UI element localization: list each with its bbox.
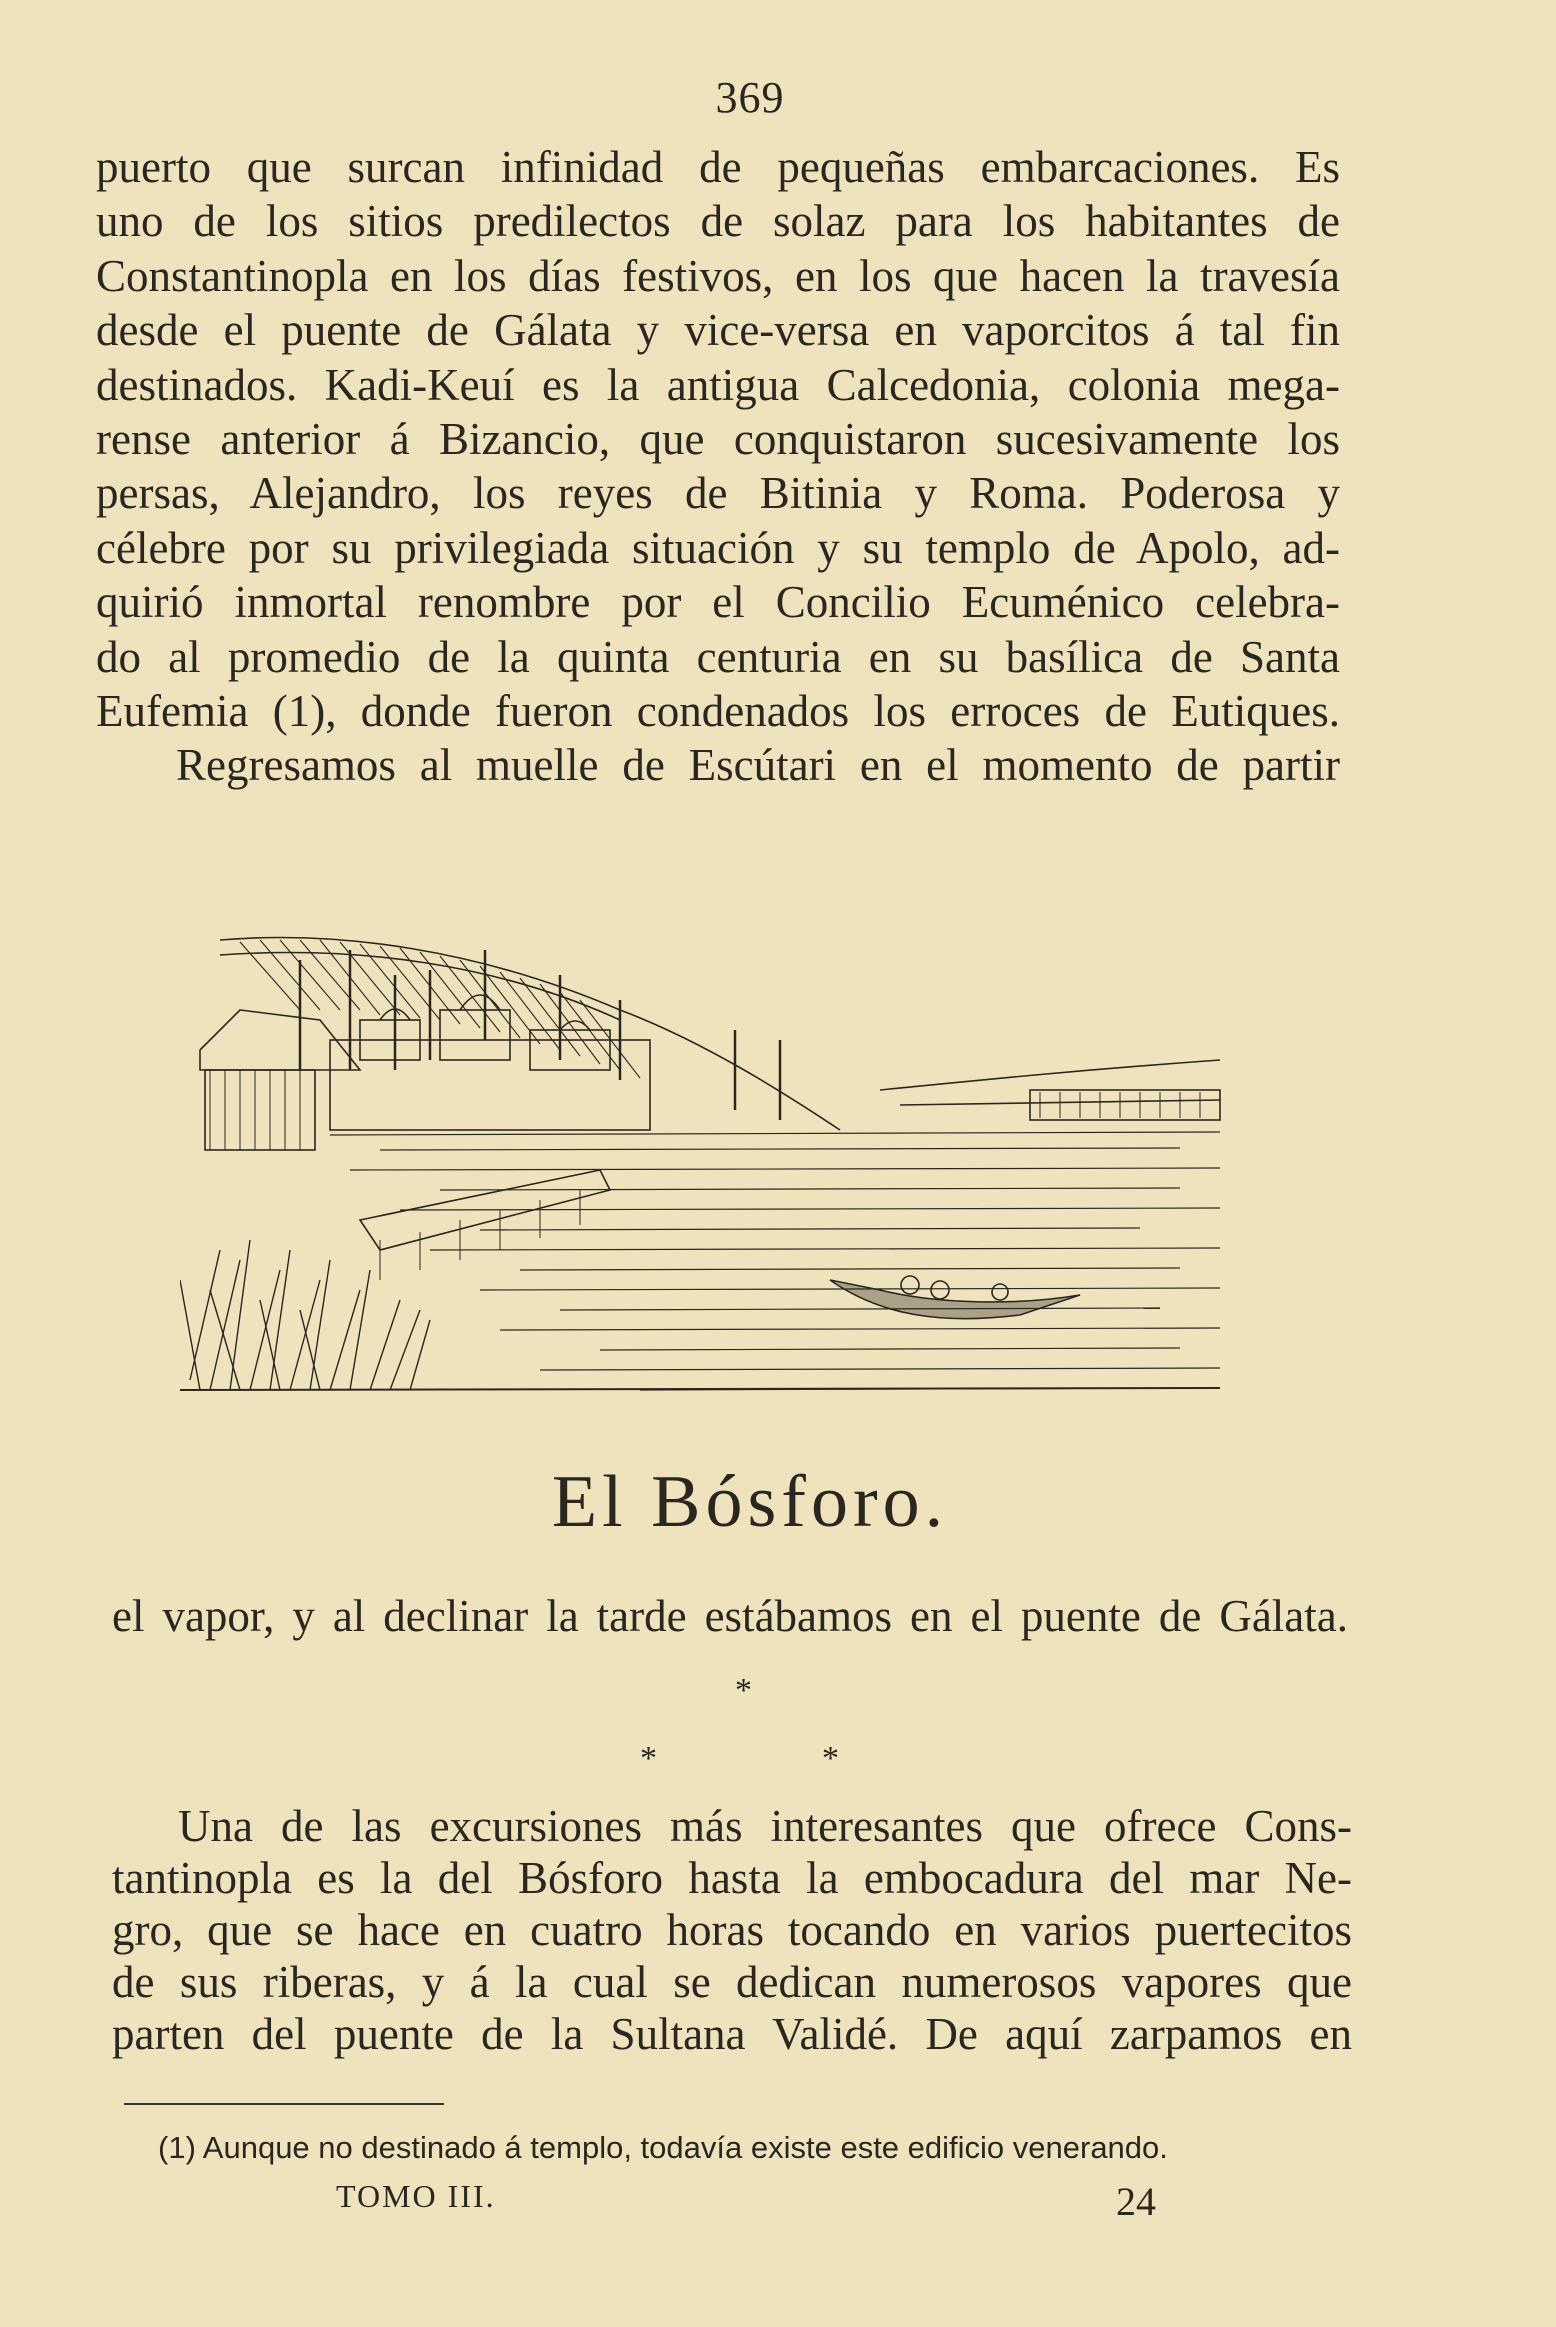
bosphorus-engraving-icon: [180, 920, 1240, 1410]
text-line: Constantinopla en los días festivos, en los que hacen la travesía: [96, 250, 1340, 301]
text-line: célebre por su privilegiada situación y su templo de Apolo, ad-: [96, 522, 1340, 573]
asterism-right: *: [822, 1740, 839, 1777]
text-line: rense anterior á Bizancio, que conquistaron sucesivamente los: [96, 414, 1340, 465]
text-line: desde el puente de Gálata y vice-versa en vaporcitos á tal fin: [96, 305, 1340, 356]
paragraph-1: [96, 140, 1340, 793]
text-line: tantinopla es la del Bósforo hasta la embocadura del mar Ne-: [112, 1853, 1352, 1903]
illustration-caption: El Bósforo.: [551, 1461, 949, 1543]
text-line: Una de las excursiones más interesantes que ofrece Cons-: [178, 1801, 1352, 1851]
paragraph-2: [112, 1800, 1352, 2060]
text-line: persas, Alejandro, los reyes de Bitinia y Roma. Poderosa y: [96, 468, 1340, 519]
text-line: destinados. Kadi-Keuí es la antigua Calcedonia, colonia mega-: [96, 359, 1340, 410]
text-line: uno de los sitios predilectos de solaz para los habitantes de: [96, 196, 1340, 247]
text-line: quirió inmortal renombre por el Concilio Ecuménico celebra-: [96, 577, 1340, 628]
footnote: (1) Aunque no destinado á templo, todavía existe este edificio venerando.: [158, 2130, 1168, 2165]
text-line: puerto que surcan infinidad de pequeñas embarcaciones. Es: [96, 142, 1340, 192]
asterism-left: *: [640, 1740, 657, 1777]
footnote-divider: [124, 2103, 444, 2105]
asterism-top: *: [735, 1672, 752, 1709]
page-number: 369: [715, 73, 785, 122]
signature-mark: [336, 2178, 1156, 2225]
text-line: gro, que se hace en cuatro horas tocando en varios puertecitos: [112, 1905, 1352, 1955]
signature-volume: TOMO III.: [336, 2178, 496, 2214]
text-line: do al promedio de la quinta centuria en su basílica de Santa: [96, 631, 1340, 682]
continuation-line: el vapor, y al declinar la tarde estábamos en el puente de Gálata.: [112, 1591, 1348, 1641]
text-line: Eufemia (1), donde fueron condenados los erroces de Eutiques.: [96, 686, 1340, 737]
text-line: Regresamos al muelle de Escútari en el momento de partir: [176, 740, 1340, 791]
signature-number: 24: [1116, 2179, 1156, 2224]
text-line: de sus riberas, y á la cual se dedican numerosos vapores que: [112, 1957, 1352, 2007]
text-line: parten del puente de la Sultana Validé. De aquí zarpamos en: [112, 2009, 1352, 2059]
